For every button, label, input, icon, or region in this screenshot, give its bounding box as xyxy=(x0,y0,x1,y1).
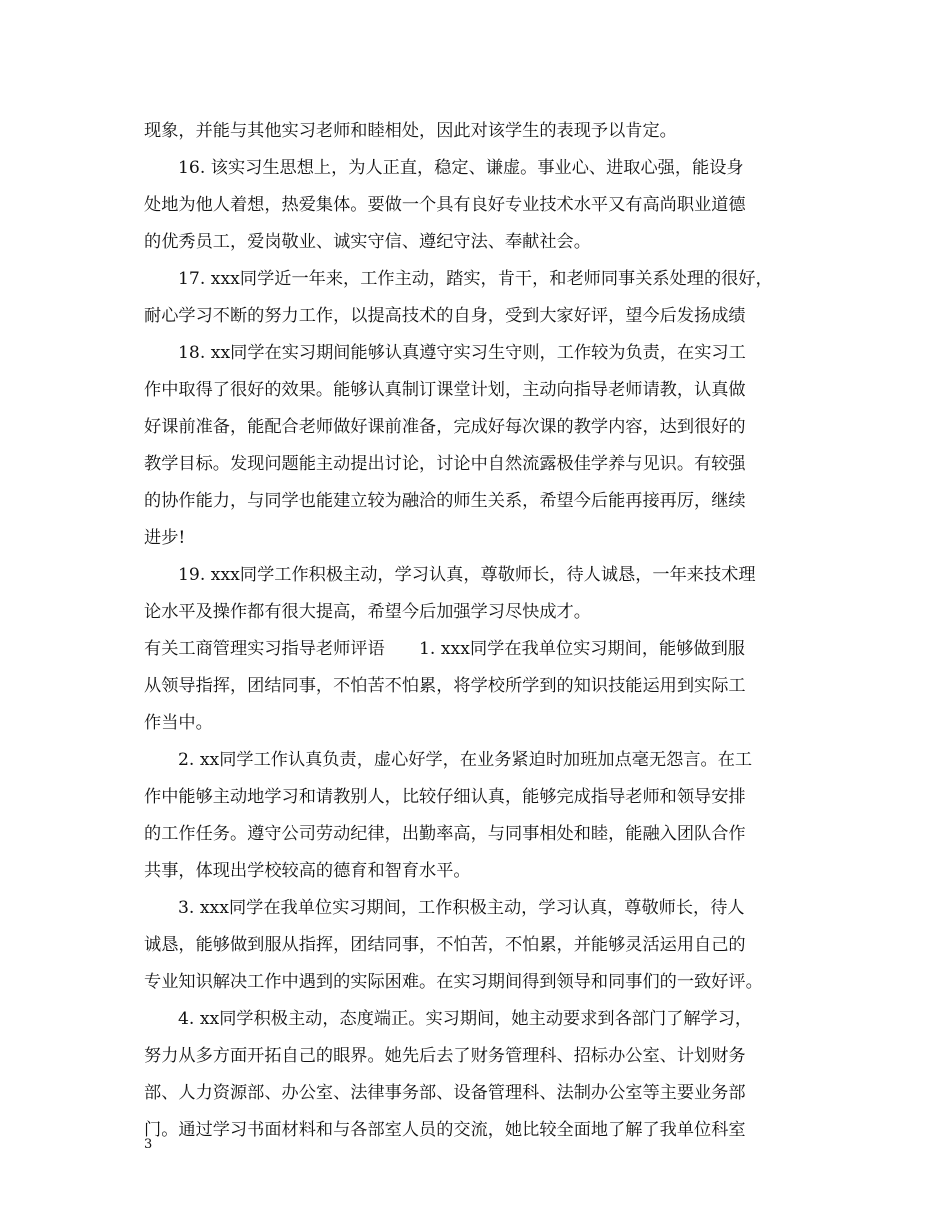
text-line: 的工作任务。遵守公司劳动纪律，出勤率高，与同事相处和睦，能融入团队合作 xyxy=(144,824,746,844)
text-line: 共事，体现出学校较高的德育和智育水平。 xyxy=(144,861,471,881)
text-line: 16. 该实习生思想上，为人正直，稳定、谦虚。事业心、进取心强，能设身 xyxy=(178,158,744,178)
text-line: 专业知识解决工作中遇到的实际困难。在实习期间得到领导和同事们的一致好评。 xyxy=(144,972,763,992)
text-line: 的协作能力，与同学也能建立较为融洽的师生关系，希望今后能再接再厉，继续 xyxy=(144,491,746,511)
text-line: 现象，并能与其他实习老师和睦相处，因此对该学生的表现予以肯定。 xyxy=(144,121,677,141)
text-line: 18. xx同学在实习期间能够认真遵守实习生守则，工作较为负责，在实习工 xyxy=(178,343,746,363)
text-line: 作中能够主动地学习和请教别人，比较仔细认真，能够完成指导老师和领导安排 xyxy=(144,787,746,807)
text-line: 2. xx同学工作认真负责，虚心好学，在业务紧迫时加班加点毫无怨言。在工 xyxy=(178,750,753,770)
text-line: 诚恳，能够做到服从指挥，团结同事，不怕苦，不怕累，并能够灵活运用自己的 xyxy=(144,935,746,955)
text-line: 处地为他人着想，热爱集体。要做一个具有良好专业技术水平又有高尚职业道德 xyxy=(144,195,746,215)
text-line: 门。通过学习书面材料和与各部室人员的交流，她比较全面地了解了我单位科室 xyxy=(144,1120,746,1140)
text-line: 部、人力资源部、办公室、法律事务部、设备管理科、法制办公室等主要业务部 xyxy=(144,1083,746,1103)
text-line: 论水平及操作都有很大提高，希望今后加强学习尽快成才。 xyxy=(144,602,591,622)
text-line: 作中取得了很好的效果。能够认真制订课堂计划，主动向指导老师请教，认真做 xyxy=(144,380,746,400)
text-line: 从领导指挥，团结同事，不怕苦不怕累，将学校所学到的知识技能运用到实际工 xyxy=(144,676,746,696)
page-number: 3 xyxy=(144,1137,153,1152)
text-line: 进步! xyxy=(144,528,186,548)
text-line: 3. xxx同学在我单位实习期间，工作积极主动，学习认真，尊敬师长，待人 xyxy=(178,898,745,918)
section-heading-line: 有关工商管理实习指导老师评语 1. xxx同学在我单位实习期间，能够做到服 xyxy=(144,639,745,659)
text-line: 4. xx同学积极主动，态度端正。实习期间，她主动要求到各部门了解学习， xyxy=(178,1009,753,1029)
text-line: 好课前准备，能配合老师做好课前准备，完成好每次课的教学内容，达到很好的 xyxy=(144,417,746,437)
text-line: 教学目标。发现问题能主动提出讨论，讨论中自然流露极佳学养与见识。有较强 xyxy=(144,454,746,474)
text-line: 耐心学习不断的努力工作，以提高技术的自身，受到大家好评，望今后发扬成绩 xyxy=(144,306,746,326)
text-line: 作当中。 xyxy=(144,713,213,733)
text-line: 19. xxx同学工作积极主动，学习认真，尊敬师长，待人诚恳，一年来技术理 xyxy=(178,565,756,585)
text-line: 努力从多方面开拓自己的眼界。她先后去了财务管理科、招标办公室、计划财务 xyxy=(144,1046,746,1066)
body-text xyxy=(144,113,811,1149)
text-line: 17. xxx同学近一年来，工作主动，踏实，肯干，和老师同事关系处理的很好， xyxy=(178,269,773,289)
text-line: 的优秀员工，爱岗敬业、诚实守信、遵纪守法、奉献社会。 xyxy=(144,232,591,252)
